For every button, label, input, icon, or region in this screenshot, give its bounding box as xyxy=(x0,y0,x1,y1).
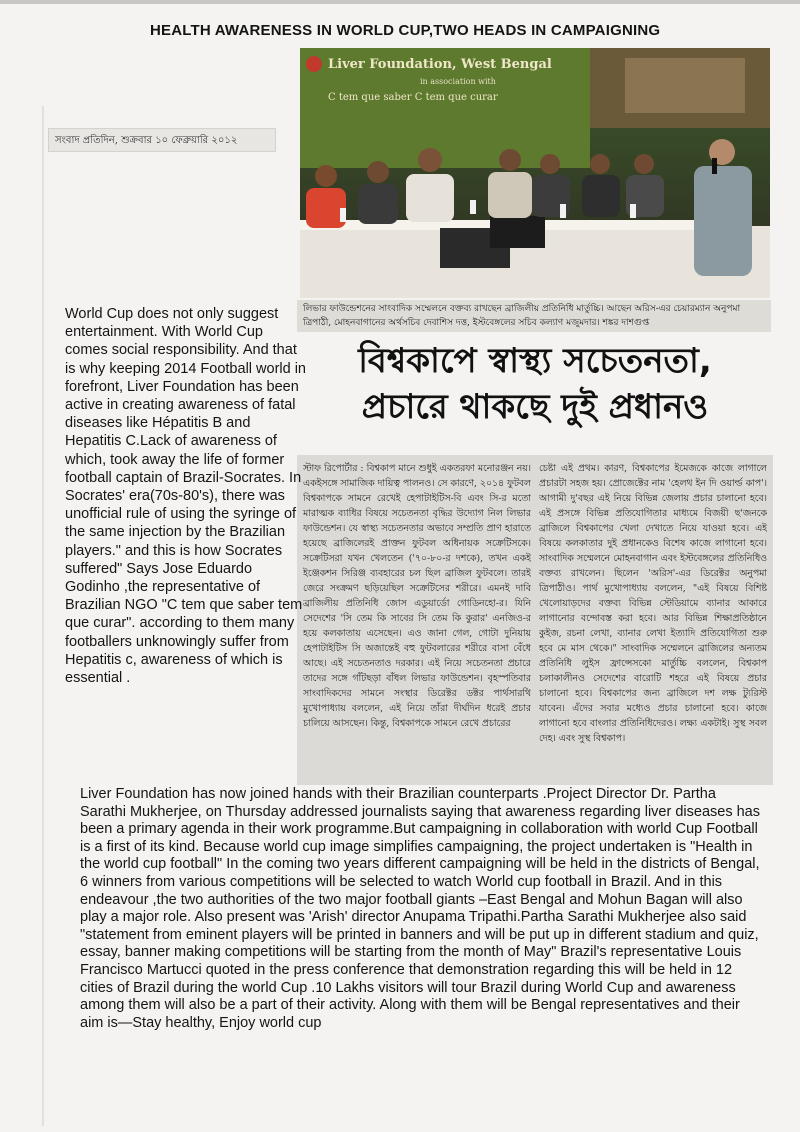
bengali-headline-line-1: বিশ্বকাপে স্বাস্থ্য সচেতনতা, xyxy=(358,341,712,381)
english-translation-bottom xyxy=(80,786,760,1032)
scan-edge xyxy=(0,0,800,4)
speaker xyxy=(694,166,752,276)
microphone xyxy=(712,158,717,174)
banner-line-2: in association with xyxy=(420,77,496,86)
translation-paragraph-1: World Cup does not only suggest entertainment. With World Cup comes social responsibility. And that is why keeping 2014 Football world in forefront, Liver Foundation has been active in creating awareness of fatal diseases like Hépatitis B and Hepatitis C.Lack of awareness of which, took away the life of former football captain of Brazil-Socrates. In Socrates' era(70s-80's), there was unofficial rule of using the syringe of the same injection by the Brazilian players." and this is how Socrates suffered" Says Jose Eduardo Godinho ,the representative of Brazilian NGO "C tem que saber tem que curar". according to them many footballers unknowingly suffer from Hepatitis c, awareness of which is essential . xyxy=(65,306,306,687)
banner-line-1: Liver Foundation, West Bengal xyxy=(328,57,552,72)
photo-illustration xyxy=(300,48,770,298)
bengali-article xyxy=(297,455,773,785)
bengali-article-column-left: স্টাফ রিপোর্টার : বিশ্বকাপ মানে শুধুই একতরফা মনোরঞ্জন নয়। একইসঙ্গে সামাজিক দায়িত্ব পালনও। সে কারণে, ২০১৪ ফুটবল বিশ্বকাপকে সামনে রেখেই হেপাটাইটিস-বি এবং সি-র মতো মারাত্মক ব্যাধির বিষয়ে সচেতনতা বৃদ্ধির উদ্যোগ নিল লিভার ফাউন্ডেশন। যে স্বাস্থ্য সচেতনতার অভাবে সম্প্রতি প্রাণ হারাতে হয়েছে ব্রাজিলেরই প্রাক্তন ফুটবল অধিনায়ক সক্রেটিসকে। সক্রেটিসরা যখন খেলতেন ('৭০-৮০-র দশকে), তখন একই ইঞ্জেকশন সিরিঞ্জ ব্যবহারের চল ছিল ব্রাজিল ফুটবলে। তারই জেরে সংক্রমণ ছড়িয়েছিল সক্রেটিসের শরীরে। এমনই দাবি ব্রাজিলীয় প্রতিনিধি জোস এডুয়ার্ডো গোডিনহো-র। যিনি সেদেশের 'সি তেম কি সাবের সি তেম কি কুরার' এনজিও-র হয়ে কলকাতায় এসেছেন। এও জানা গেল, গোটা দুনিয়ায় হেপাটাইটিস সি অজান্তেই বহু ফুটবলারের শরীরে বাসা বেঁধে আছে। এই সচেতনতাও দরকার। এই নিয়ে সচেতনতা প্রচারে তাদের সঙ্গে গাঁটছড়া বাঁধল লিভার ফাউন্ডেশন। বৃহস্পতিবার সাংবাদিকদের সামনে সংস্থার ডিরেক্টর ডক্টর পার্থসারথি মুখোপাধ্যায় বললেন, এই নিয়ে তাঁরা দীর্ঘদিন ধরেই প্রচার চালিয়ে আসছেন। কিন্তু, বিশ্বকাপকে সামনে রেখে প্রচারের xyxy=(303,463,531,729)
photo-caption: লিভার ফাউন্ডেশনের সাংবাদিক সম্মেলনে বক্তব্য রাখছেন ব্রাজিলীয় প্রতিনিধি মার্তুচ্চি। আছেন অরিস-এর চেয়ারম্যান অনুপমা ত্রিপাঠী, মোহনবাগানের অর্থসচিব দেবাশিস দত্ত, ইস্টবেঙ্গলের সচিব কল্যাণ মজুমদার। শঙ্কর দাশগুপ্ত xyxy=(297,300,771,332)
bengali-article-column-right: চেষ্টা এই প্রথম। কারণ, বিশ্বকাপের ইমেজকে কাজে লাগালে প্রচারটা সহজ হয়। প্রোজেক্টের নাম 'হেলথ ইন দি ওয়ার্ল্ড কাপ'। আগামী দু'বছর এই নিয়ে বিভিন্ন জেলায় প্রচার চালানো হবে। এই প্রসঙ্গে বিভিন্ন প্রতিযোগিতার মাধ্যমে বিজয়ী ছ'জনকে ব্রাজিলে বিশ্বকাপের খেলা দেখাতে নিয়ে যাওয়া হবে। এই বিষয়ে কলকাতার দুই প্রধানকেও বিশেষ কাজে লাগানো হবে। সাংবাদিক সম্মেলনে মোহনবাগান এবং ইস্টবেঙ্গলের প্রতিনিধিও বক্তব্য রাখলেন। ছিলেন 'অরিস'-এর ডিরেক্টর অনুপমা ত্রিপাঠীও। পার্থ মুখোপাধ্যায় বললেন, "এই বিষয়ে বিশিষ্ট খেলোয়াড়দের বক্তব্য বিভিন্ন স্টেডিয়ামে ব্যানার আকারে লাগানোর বন্দোবস্ত করা হবে। আর বিভিন্ন শিক্ষাপ্রতিষ্ঠানে কুইজ, রচনা লেখা, ব্যানার লেখা ইত্যাদি প্রতিযোগিতা শুরু হবে মে মাস থেকে।" সাংবাদিক সম্মেলনে ব্রাজিলের অন্যতম প্রতিনিধি লুইস ফ্রান্সেসকো মার্তুচ্চি বললেন, বিশ্বকাপ চলাকালীনও সেদেশের বারোটি শহরে এই বিষয়ে প্রচার চালানো হবে। বিশ্বকাপের জন্য ব্রাজিলে দশ লক্ষ ট্যুরিস্ট যাবেন। এঁদের সবার মধ্যেও প্রচার চালানো হবে। কাজে লাগানো হবে বাংলার প্রতিনিধিদেরও। লক্ষ্য একটাই। সুস্থ সবল দেহ। এবং সুস্থ বিশ্বকাপ। xyxy=(539,463,767,744)
banner-line-3: C tem que saber C tem que curar xyxy=(328,92,498,103)
page-title: HEALTH AWARENESS IN WORLD CUP,TWO HEADS IN CAMPAIGNING xyxy=(150,22,661,39)
bengali-headline-line-2: প্রচারে থাকছে দুই প্রধানও xyxy=(361,387,709,427)
translation-paragraph-2: Liver Foundation has now joined hands with their Brazilian counterparts .Project Director Dr. Partha Sarathi Mukherjee, on Thursday addressed journalists saying that awareness regarding liver diseases has been a primary agenda in their work programme.But campaigning in collaboration with world Cup Football is a first of its kind. Because world cup image simplifies campaigning, the project undertaken is "Health in the world cup football" In the coming two years different campaigning will be held in the districts of Bengal, 6 winners from various competitions will be selected to watch World cup football in Brazil. And in this endeavour ,the two authorities of the two major football giants –East Bengal and Mohun Bagan will also play a major role. Also present was 'Arish' director Anupama Tripathi.Partha Sarathi Mukherjee also said "statement from eminent players will be printed in banners and will be put up in different stadium and quiz, essay, banner making competitions will be starting from the month of May" Brazil's representative Louis Francisco Martucci quoted in the press conference that demonstration regarding this will be held in 12 cities of Brazil during the world Cup .10 Lakhs visitors will tour Brazil during World Cup and awareness among them will also be a part of their activity. Along with them will be Bengal representatives and their aim is—Stay healthy, Enjoy world cup xyxy=(80,786,760,1031)
liver-foundation-logo xyxy=(306,56,322,72)
page-fold-line xyxy=(42,106,44,1126)
newspaper-dateline: সংবাদ প্রতিদিন, শুক্রবার ১০ ফেব্রুয়ারি ২০১২ xyxy=(48,128,276,152)
press-conference-photo xyxy=(300,48,770,298)
english-translation-left xyxy=(65,305,307,687)
laptop xyxy=(490,216,545,248)
bengali-headline xyxy=(300,338,770,430)
